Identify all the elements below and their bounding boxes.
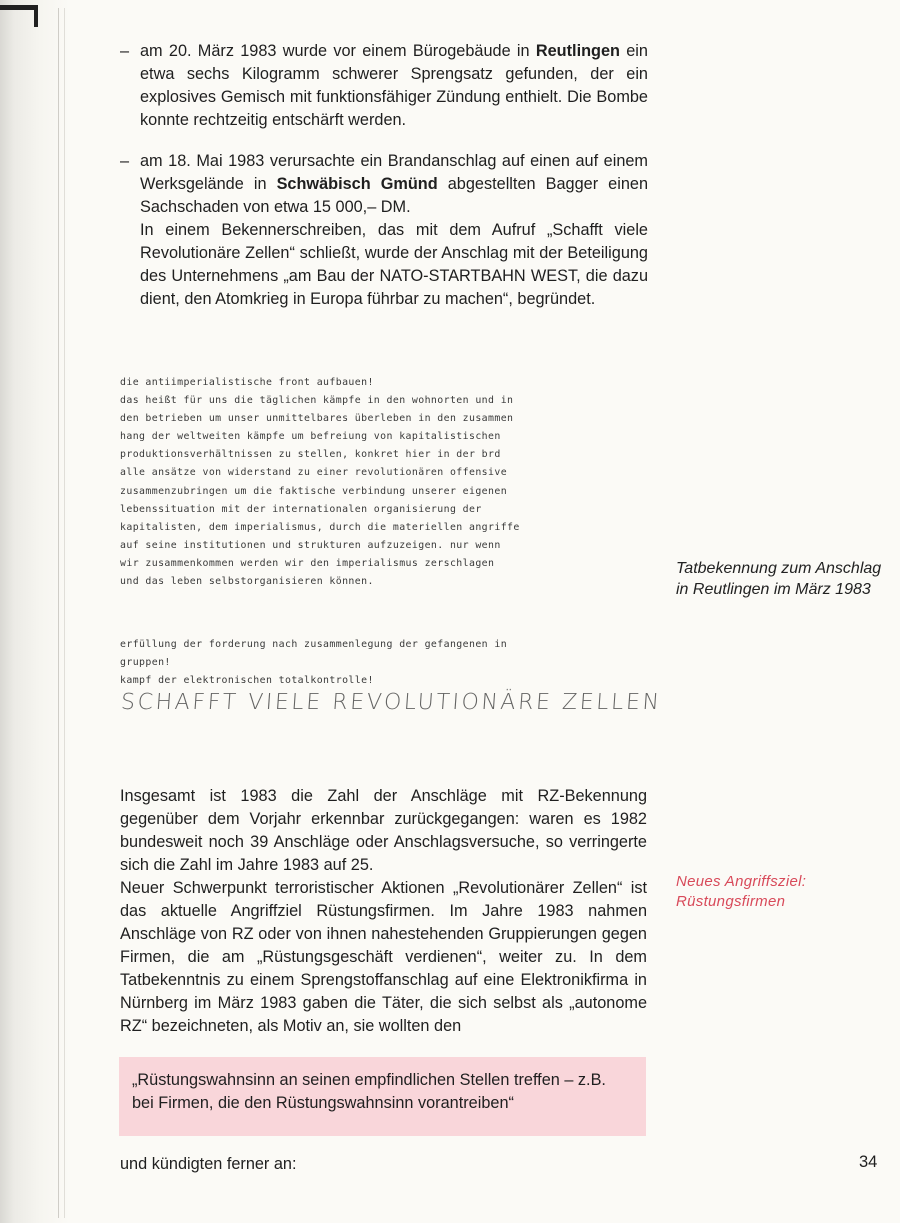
bullet-dash: –	[120, 152, 130, 170]
bullet-text	[120, 40, 648, 132]
page-number: 34	[859, 1153, 878, 1171]
bullet-place-bold: Reutlingen	[535, 42, 620, 60]
letter-typed-demands: erfüllung der forderung nach zusammenlegung der gefangenen in gruppen! kampf der elektronischen totalkontrolle!	[120, 639, 508, 687]
binding-shadow	[0, 0, 70, 1223]
body-paragraph-2: Neuer Schwerpunkt terroristischer Aktionen „Revolutionärer Zellen“ ist das aktuelle Angriffziel Rüstungsfirmen. Im Jahre 1983 nahmen Anschläge von RZ oder von ihnen nahestehenden Gruppierungen gegen Firmen, die am „Rüstungsgeschäft verdienen“, weiter zu. In dem Tatbekenntnis zu einem Sprengstoffanschlag auf eine Elektronikfirma in Nürnberg im März 1983 gaben die Täter, die sich selbst als „autonome RZ“ bezeichneten, als Motiv an, sie wollten den	[120, 879, 647, 1035]
bullet-reutlingen	[120, 40, 648, 132]
bullet-paragraph: In einem Bekennerschreiben, das mit dem Aufruf „Schafft viele Revolutionäre Zellen“ schließt, wurde der Anschlag mit der Beteiligung des Unternehmens „am Bau der NATO-STARTBAHN WEST, die dazu dient, den Atomkrieg in Europa führbar zu machen“, begründet.	[140, 221, 648, 308]
bullet-place-bold: Schwäbisch Gmünd	[276, 175, 438, 193]
bullet-dash: –	[120, 42, 130, 60]
body-text	[120, 785, 647, 1038]
quote-box	[119, 1057, 646, 1136]
letter-typed-block: die antiimperialistische front aufbauen! das heißt für uns die täglichen kämpfe in den wohnorten und in den betrieben um unser unmittelbares überleben in den zusammen hang der weltweiten kämpfe um befreiung von kapitalistischen produktionsverhältnissen zu stellen, konkret hier in der brd alle ansätze von widerstand zu einer revolutionären offensive zusammenzubringen um die faktische verbindung unserer eigenen lebenssituation mit der internationalen organisierung der kapitalisten, dem imperialismus, durch die materiellen angriffe auf seine institutionen und strukturen aufzuzeigen. nur wenn wir zusammenkommen werden wir den imperialismus zerschlagen und das leben selbstorganisieren können.	[120, 377, 520, 588]
letter-handwritten-slogan: SCHAFFT VIELE REVOLUTIONÄRE ZELLEN	[120, 690, 663, 715]
bullet-text-end: ein etwa sechs Kilogramm schwerer Sprengsatz gefunden, der ein explosives Gemisch mit funktionsfähiger Zündung enthielt. Die Bombe konnte rechtzeitig entschärft werden.	[140, 42, 648, 129]
binding-line-secondary	[64, 8, 65, 1218]
bullet-text-end: abgestellten Bagger einen Sachschaden von etwa 15 000,– DM.	[140, 175, 649, 216]
bullet-text-start: am 18. Mai 1983 verursachte ein Brandanschlag auf einen auf einem Werksgelände in	[140, 152, 648, 193]
corner-mark	[0, 5, 36, 10]
margin-note-caption: Tatbekennung zum Anschlag in Reutlingen im März 1983	[676, 560, 882, 598]
binding-line	[58, 8, 59, 1218]
closing-line: und kündigten ferner an:	[120, 1155, 297, 1173]
margin-note-highlight: Neues Angriffsziel: Rüstungsfirmen	[676, 873, 807, 910]
bullet-text-start: am 20. März 1983 wurde vor einem Bürogebäude in	[140, 42, 536, 60]
bullet-schwaebisch-gmuend	[120, 150, 648, 311]
corner-mark-vertical	[34, 5, 38, 27]
bullet-text	[120, 150, 648, 219]
body-paragraph-1: Insgesamt ist 1983 die Zahl der Anschläge mit RZ-Bekennung gegenüber dem Vorjahr erkennbar zurückgegangen: waren es 1982 bundesweit noch 39 Anschläge oder Anschlagsversuche, so verringerte sich die Zahl im Jahre 1983 auf 25.	[120, 787, 647, 874]
quote-text: „Rüstungswahnsinn an seinen empfindlichen Stellen treffen – z.B. bei Firmen, die den Rüstungswahnsinn vorantreiben“	[132, 1071, 606, 1112]
